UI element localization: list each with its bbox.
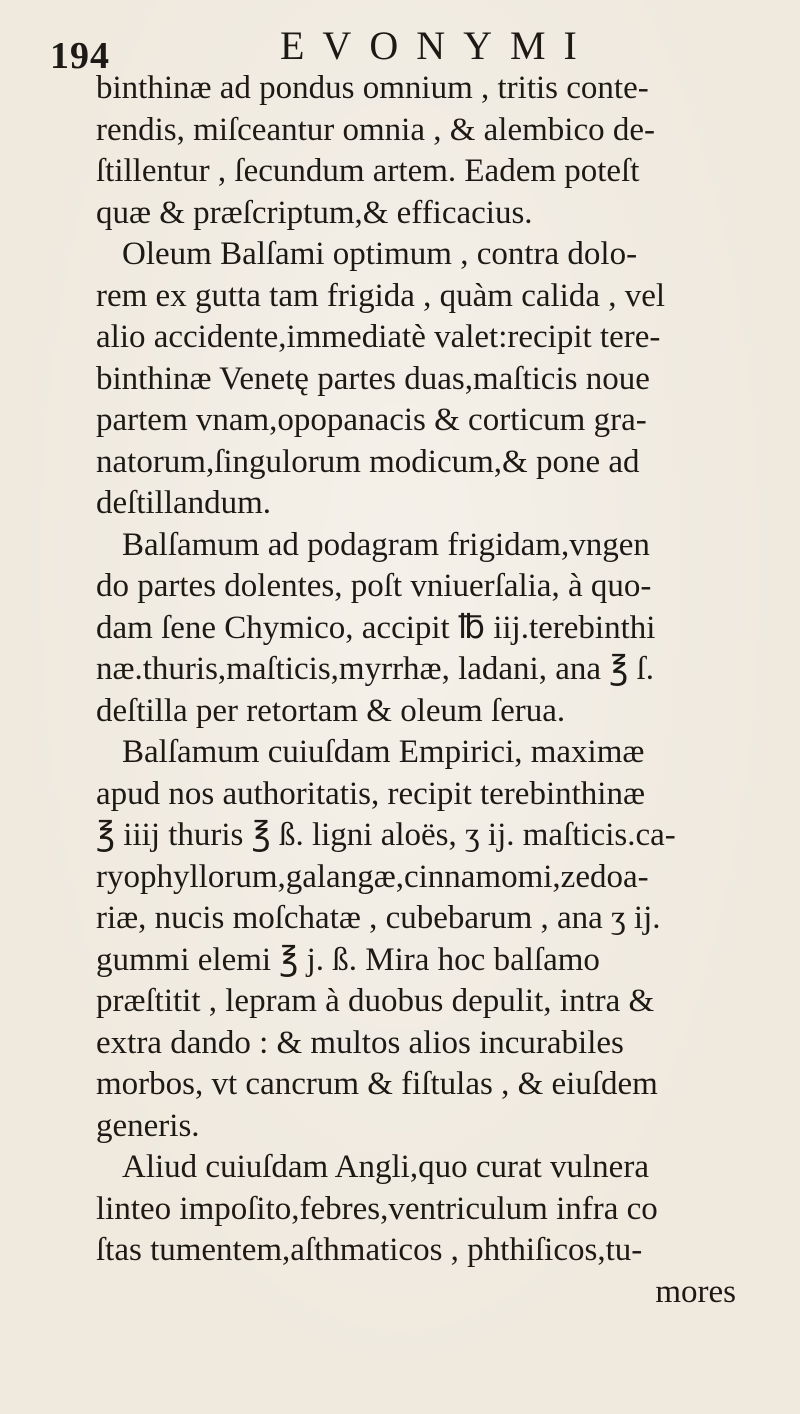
text-line: extra dando : & multos alios incurabiles xyxy=(96,1024,624,1061)
page-number: 194 xyxy=(50,35,110,77)
text-line: apud nos authoritatis, recipit terebinthinæ xyxy=(96,775,645,812)
text-line: ſtillentur , ſecundum artem. Eadem poteſt xyxy=(96,153,640,189)
text-line: Balſamum ad podagram frigidam,vngen xyxy=(122,526,650,563)
running-head: EVONYMI xyxy=(280,23,595,68)
text-line: rendis, miſceantur omnia , & alembico de- xyxy=(96,111,655,148)
text-line: Oleum Balſami optimum , contra dolo- xyxy=(122,236,638,272)
text-line: partem vnam,opopanacis & corticum gra- xyxy=(96,402,647,438)
text-line: natorum,ſingulorum modicum,& pone ad xyxy=(96,443,640,480)
text-line: dam ſene Chymico, accipit ℔ iij.terebinthi xyxy=(96,609,656,646)
text-line: linteo impoſito,febres,ventriculum infra co xyxy=(96,1190,658,1227)
body-text xyxy=(96,68,786,1313)
text-line: gummi elemi ℥ j. ß. Mira hoc balſamo xyxy=(96,941,600,978)
text-line: alio accidente,immediatè valet:recipit tere- xyxy=(96,319,661,355)
text-line: Balſamum cuiuſdam Empirici, maximæ xyxy=(122,734,645,770)
text-line: ℥ iiij thuris ℥ ß. ligni aloës, ʒ ij. maſticis.ca- xyxy=(96,817,676,853)
text-line: ſtas tumentem,aſthmaticos , phthiſicos,tu- xyxy=(96,1232,643,1268)
text-line: do partes dolentes, poſt vniuerſalia, à quo- xyxy=(96,568,652,604)
text-line: deſtillandum. xyxy=(96,485,272,521)
text-line: rem ex gutta tam frigida , quàm calida , vel xyxy=(96,277,666,314)
text-line: generis. xyxy=(96,1107,200,1144)
text-line: quæ & præſcriptum,& efficacius. xyxy=(96,194,533,231)
text-line: morbos, vt cancrum & fiſtulas , & eiuſdem xyxy=(96,1066,658,1102)
catchword: mores xyxy=(655,1273,736,1310)
text-line: Aliud cuiuſdam Angli,quo curat vulnera xyxy=(122,1149,649,1185)
text-line: ryophyllorum,galangæ,cinnamomi,zedoa- xyxy=(96,858,649,895)
text-line: binthinæ Venetę partes duas,maſticis noue xyxy=(96,360,650,397)
text-line: riæ, nucis moſchatæ , cubebarum , ana ʒ ij. xyxy=(96,900,661,936)
text-line: næ.thuris,maſticis,myrrhæ, ladani, ana ℥ ſ. xyxy=(96,651,654,687)
text-line: præſtitit , lepram à duobus depulit, intra & xyxy=(96,983,655,1019)
text-line: binthinæ ad pondus omnium , tritis conte- xyxy=(96,70,649,106)
page-header xyxy=(50,14,760,77)
text-line: deſtilla per retortam & oleum ſerua. xyxy=(96,692,566,729)
